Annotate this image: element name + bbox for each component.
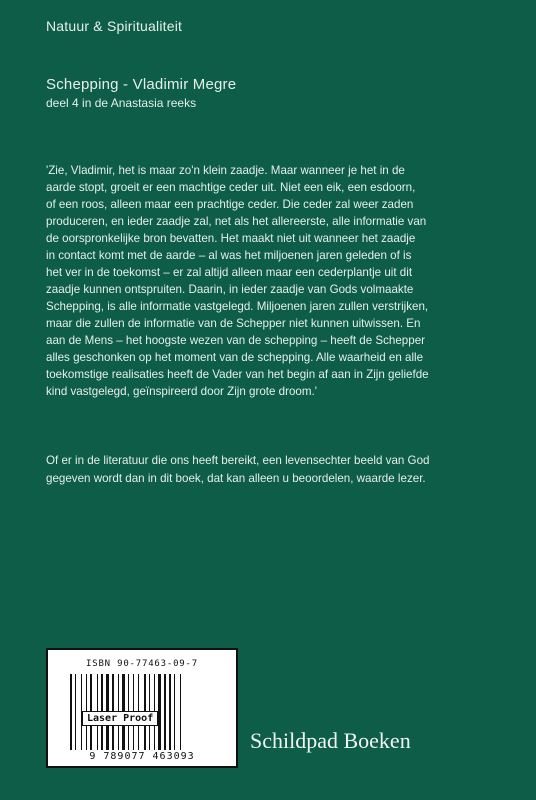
closing-line: Of er in de literatuur die ons heeft bereikt, een levensechter beeld van God [46, 454, 430, 467]
quote-line: zaadje kunnen ontspruiten. Daarin, in ieder zaadje van Gods volmaakte [46, 283, 414, 296]
quote-line: produceren, en ieder zaadje zal, net als het allereerste, alle informatie van [46, 215, 427, 228]
barcode-sticker [46, 648, 238, 768]
book-title: Schepping - Vladimir Megre [46, 76, 237, 93]
quote-line: aarde stopt, groeit er een machtige ceder uit. Niet een eik, een esdoorn, [46, 181, 416, 194]
quote-line: in contact komt met de aarde – al was het miljoenen jaren geleden of is [46, 249, 412, 262]
quote-line: kind vastgelegd, geïnspireerd door Zijn grote droom.' [46, 385, 317, 398]
proof-label: Laser Proof [82, 711, 158, 726]
category-label: Natuur & Spiritualiteit [46, 18, 183, 34]
closing-paragraph [46, 452, 486, 488]
publisher-logo-text: Schildpad Boeken [250, 728, 411, 753]
barcode-number: 9 789077 463093 [48, 751, 236, 762]
quote-line: Schepping, is alle informatie vastgelegd. Miljoenen jaren zullen verstrijken, [46, 300, 429, 313]
series-note: deel 4 in de Anastasia reeks [46, 96, 197, 110]
quote-line: maar die zullen de informatie van de Schepper niet kunnen uitwissen. En [46, 317, 421, 330]
closing-line: gegeven wordt dan in dit boek, dat kan alleen u beoordelen, waarde lezer. [46, 472, 426, 485]
quote-line: alles geschonken op het moment van de schepping. Alle waarheid en alle [46, 351, 424, 364]
isbn-text: ISBN 90-77463-09-7 [86, 659, 198, 669]
quote-line: het ver in de toekomst – er zal altijd alleen maar een cederplantje uit dit [46, 266, 413, 279]
quote-line: toekomstige realisaties heeft de Vader van het begin af aan in Zijn geliefde [46, 368, 429, 381]
quote-line: of een roos, alleen maar een prachtige ceder. Die ceder zal weer zaden [46, 198, 414, 211]
quote-block [46, 162, 470, 400]
quote-line: de oorspronkelijke bron bevatten. Het maakt niet uit wanneer het zaadje [46, 232, 416, 245]
quote-line: aan de Mens – het hoogste wezen van de schepping – heeft de Schepper [46, 334, 426, 347]
quote-line: 'Zie, Vladimir, het is maar zo'n klein zaadje. Maar wanneer je het in de [46, 164, 405, 177]
